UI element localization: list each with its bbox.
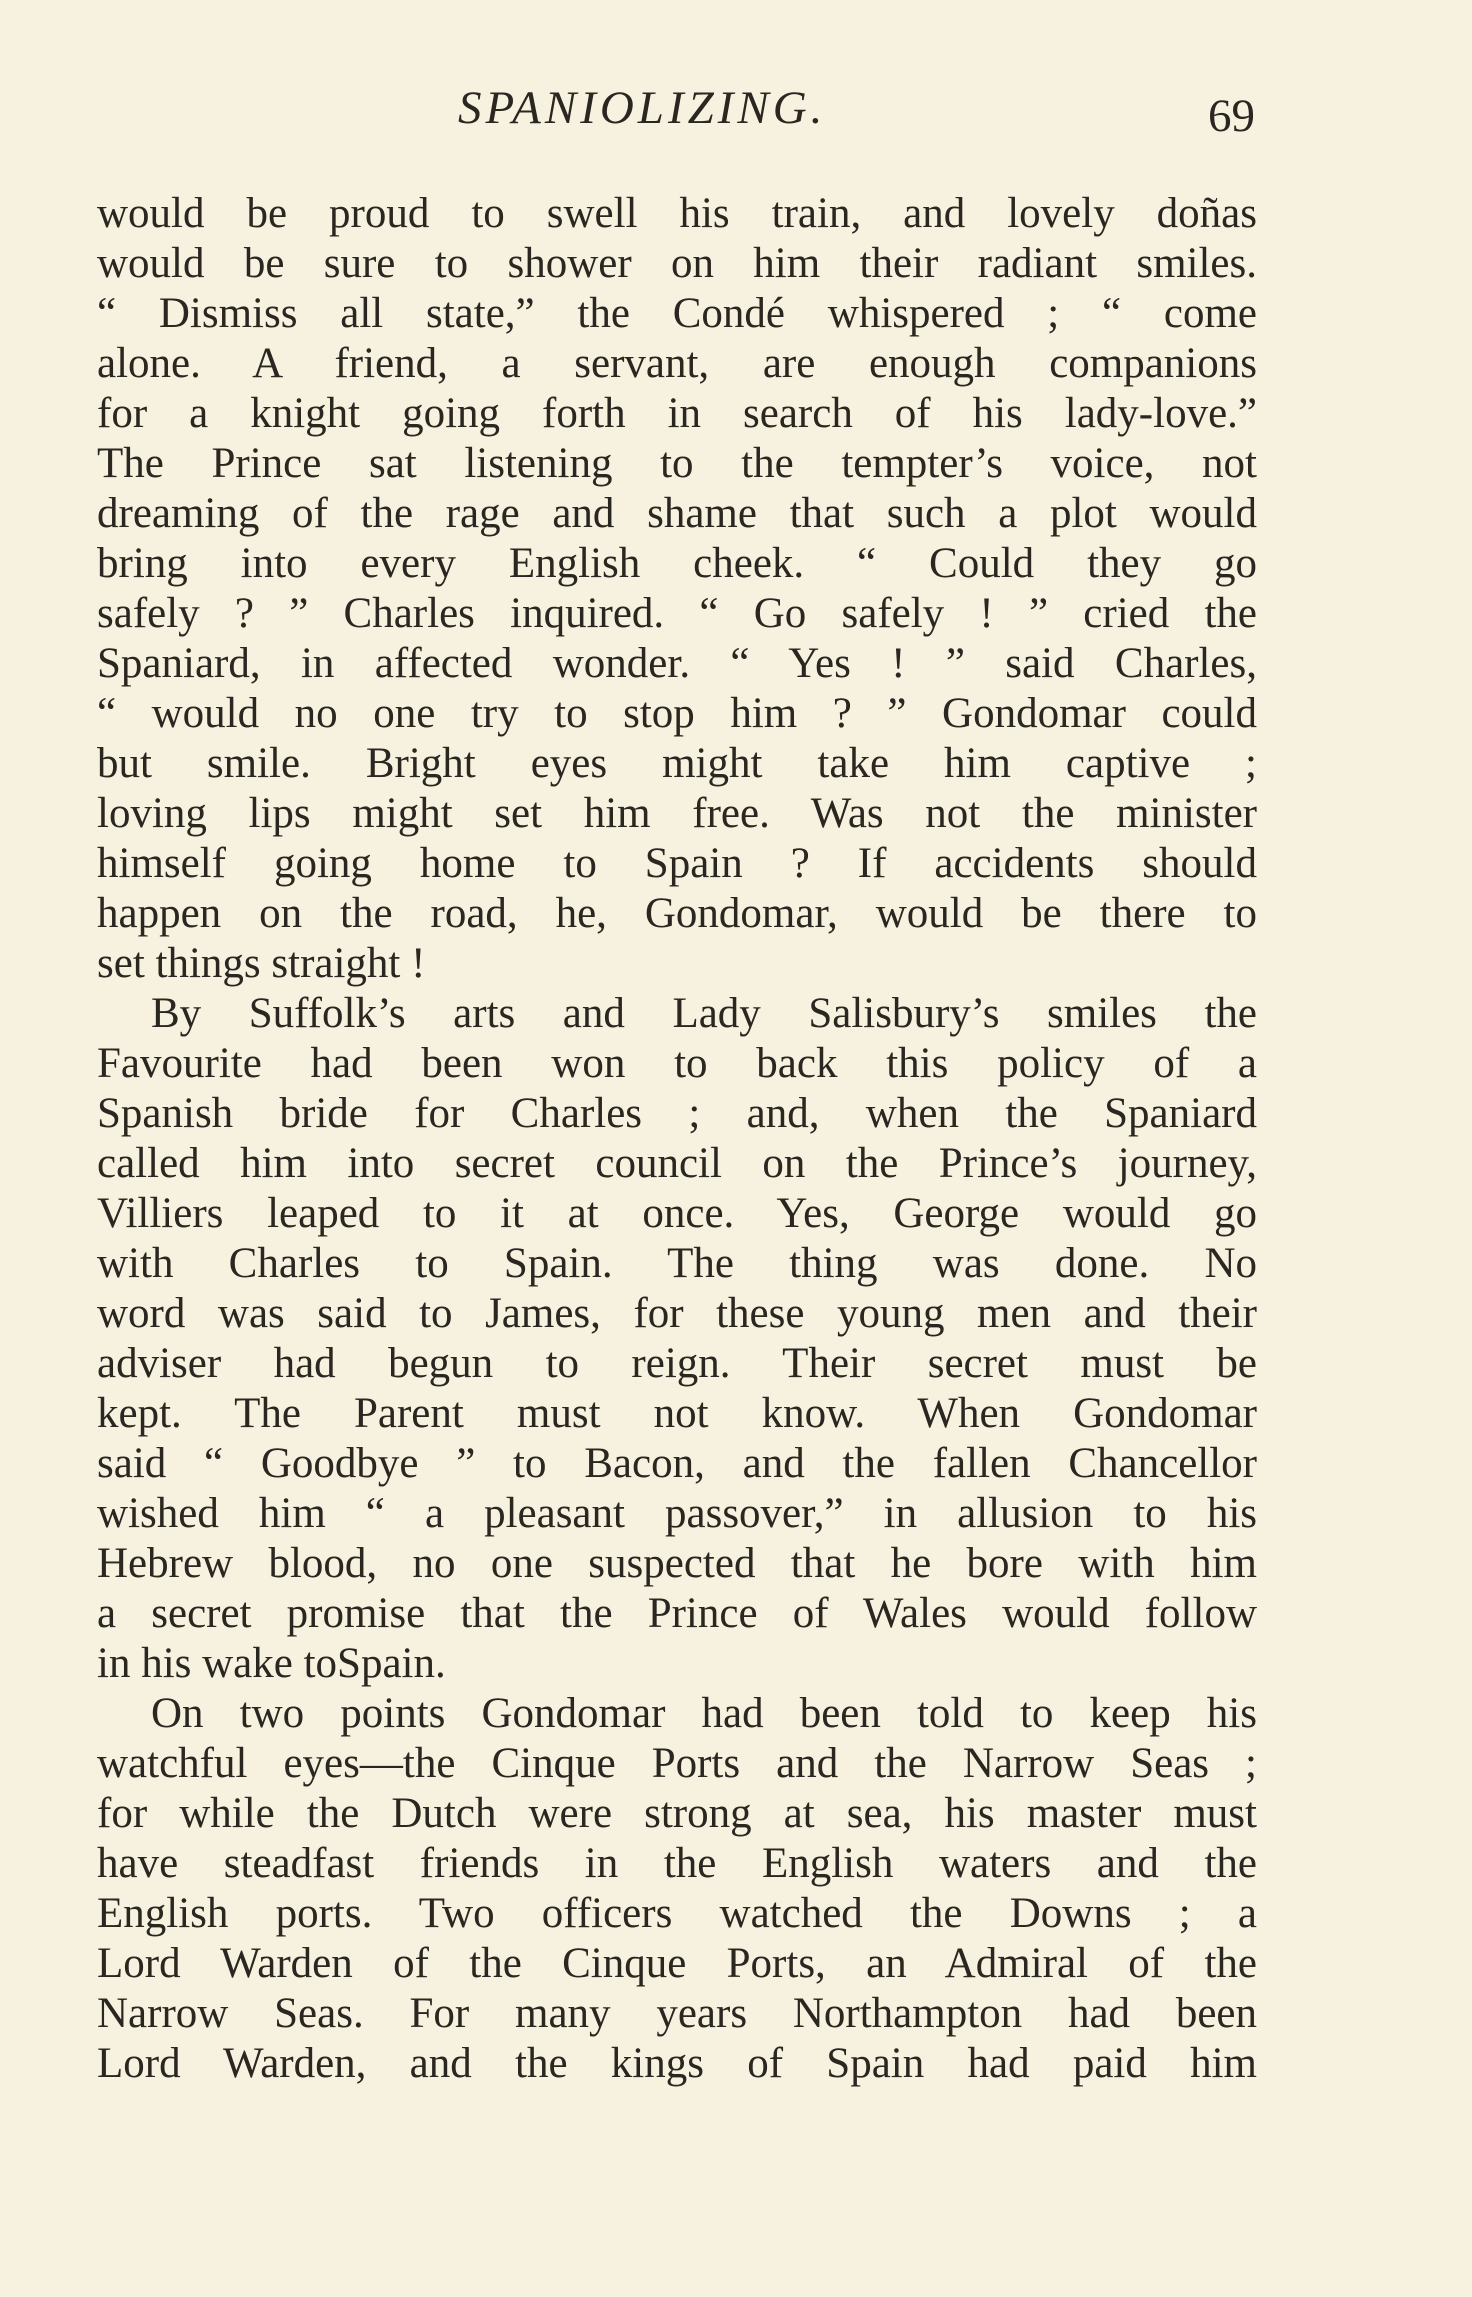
text-line: for while the Dutch were strong at sea, his master must — [97, 1790, 1257, 1837]
page-number: 69 — [1208, 90, 1255, 142]
text-line: would be proud to swell his train, and lovely doñas — [97, 190, 1257, 237]
text-line: Spanish bride for Charles ; and, when the Spaniard — [97, 1090, 1257, 1137]
text-line: By Suffolk’s arts and Lady Salisbury’s smiles the — [151, 990, 1257, 1037]
text-line: dreaming of the rage and shame that such a plot would — [97, 490, 1257, 537]
text-line: The Prince sat listening to the tempter’s voice, not — [97, 440, 1257, 487]
text-line: Narrow Seas. For many years Northampton had been — [97, 1990, 1257, 2037]
text-line: loving lips might set him free. Was not the minister — [97, 790, 1257, 837]
text-line: a secret promise that the Prince of Wales would follow — [97, 1590, 1257, 1637]
text-line: wished him “ a pleasant passover,” in allusion to his — [97, 1490, 1257, 1537]
text-line: word was said to James, for these young men and their — [97, 1290, 1257, 1337]
text-line: would be sure to shower on him their radiant smiles. — [97, 240, 1257, 287]
text-line: English ports. Two officers watched the Downs ; a — [97, 1890, 1257, 1937]
text-line: for a knight going forth in search of his lady-love.” — [97, 390, 1257, 437]
text-line: Favourite had been won to back this policy of a — [97, 1040, 1257, 1087]
text-line: safely ? ” Charles inquired. “ Go safely ! ” cried the — [97, 590, 1257, 637]
text-line: “ would no one try to stop him ? ” Gondomar could — [97, 690, 1257, 737]
text-line: “ Dismiss all state,” the Condé whispered ; “ come — [97, 290, 1257, 337]
running-title: SPANIOLIZING. — [458, 82, 827, 134]
paragraph — [97, 189, 1257, 989]
text-line: alone. A friend, a servant, are enough companions — [97, 340, 1257, 387]
paragraph — [97, 1689, 1257, 2089]
text-line: set things straight ! — [97, 940, 426, 987]
text-line: watchful eyes—the Cinque Ports and the Narrow Seas ; — [97, 1740, 1257, 1787]
text-line: adviser had begun to reign. Their secret must be — [97, 1340, 1257, 1387]
text-line: kept. The Parent must not know. When Gondomar — [97, 1390, 1257, 1437]
text-line: Spaniard, in affected wonder. “ Yes ! ” said Charles, — [97, 640, 1257, 687]
text-line: Villiers leaped to it at once. Yes, George would go — [97, 1190, 1257, 1237]
text-line: bring into every English cheek. “ Could they go — [97, 540, 1257, 587]
text-line: happen on the road, he, Gondomar, would be there to — [97, 890, 1257, 937]
text-line: with Charles to Spain. The thing was done. No — [97, 1240, 1257, 1287]
text-line: called him into secret council on the Prince’s journey, — [97, 1140, 1257, 1187]
running-head — [0, 78, 1472, 142]
text-line: Hebrew blood, no one suspected that he bore with him — [97, 1540, 1257, 1587]
body-text — [97, 189, 1257, 2089]
paragraph — [97, 989, 1257, 1689]
text-line: but smile. Bright eyes might take him captive ; — [97, 740, 1257, 787]
text-line: in his wake toSpain. — [97, 1640, 446, 1687]
text-line: have steadfast friends in the English waters and the — [97, 1840, 1257, 1887]
text-line: On two points Gondomar had been told to keep his — [151, 1690, 1257, 1737]
text-line: said “ Goodbye ” to Bacon, and the fallen Chancellor — [97, 1440, 1257, 1487]
text-line: himself going home to Spain ? If accidents should — [97, 840, 1257, 887]
text-line: Lord Warden, and the kings of Spain had paid him — [97, 2040, 1257, 2087]
text-line: Lord Warden of the Cinque Ports, an Admiral of the — [97, 1940, 1257, 1987]
